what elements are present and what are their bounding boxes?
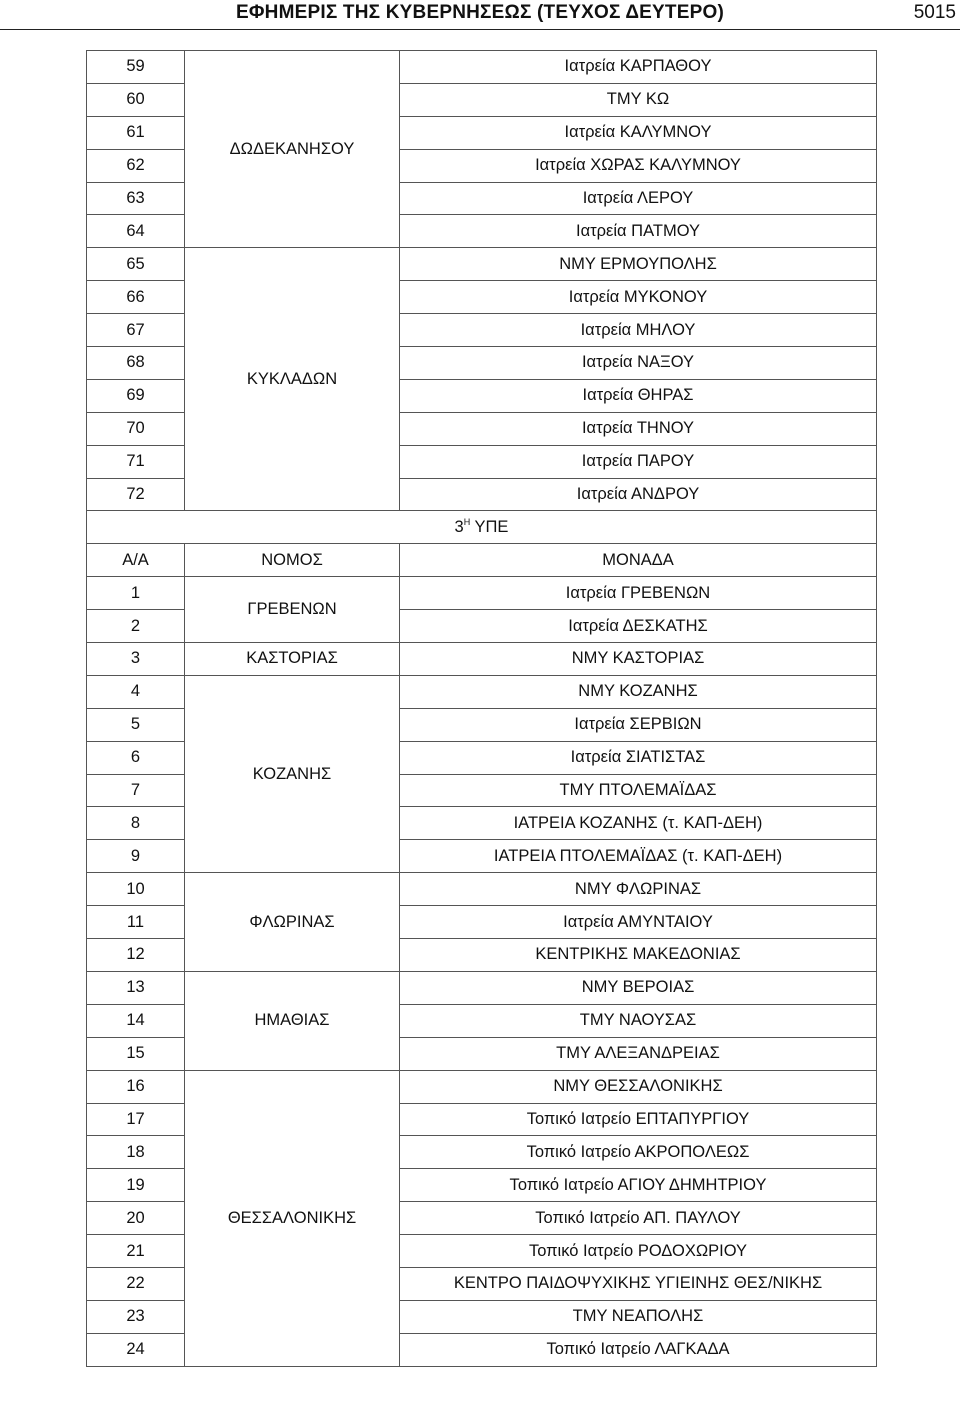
- row-number: 4: [87, 675, 185, 708]
- unit-cell: ΝΜΥ ΕΡΜΟΥΠΟΛΗΣ: [400, 248, 877, 281]
- row-number: 70: [87, 412, 185, 445]
- unit-cell: ΝΜΥ ΘΕΣΣΑΛΟΝΙΚΗΣ: [400, 1070, 877, 1103]
- unit-cell: Ιατρεία ΠΑΤΜΟΥ: [400, 215, 877, 248]
- page-number: 5015: [913, 2, 956, 23]
- unit-cell: Ιατρεία ΘΗΡΑΣ: [400, 379, 877, 412]
- row-number: 69: [87, 379, 185, 412]
- row-number: 59: [87, 51, 185, 84]
- row-number: 60: [87, 83, 185, 116]
- unit-cell: Τοπικό Ιατρείο ΡΟΔΟΧΩΡΙΟΥ: [400, 1235, 877, 1268]
- column-header-aa: Α/Α: [87, 544, 185, 577]
- section-number: 3: [454, 518, 464, 537]
- unit-cell: ΤΜΥ ΝΑΟΥΣΑΣ: [400, 1004, 877, 1037]
- row-number: 18: [87, 1136, 185, 1169]
- section-superscript: Η: [463, 517, 471, 528]
- page-header: [0, 0, 960, 30]
- row-number: 8: [87, 807, 185, 840]
- column-header-row: [87, 544, 877, 577]
- row-number: 19: [87, 1169, 185, 1202]
- row-number: 1: [87, 577, 185, 610]
- unit-cell: Ιατρεία ΚΑΛΥΜΝΟΥ: [400, 116, 877, 149]
- row-number: 10: [87, 873, 185, 906]
- row-number: 63: [87, 182, 185, 215]
- row-number: 11: [87, 906, 185, 939]
- row-number: 66: [87, 281, 185, 314]
- unit-cell: Ιατρεία ΝΑΞΟΥ: [400, 347, 877, 380]
- unit-cell: Ιατρεία ΚΑΡΠΑΘΟΥ: [400, 51, 877, 84]
- table-row: [87, 675, 877, 708]
- nomos-cell: ΚΟΖΑΝΗΣ: [185, 675, 400, 872]
- table-row: [87, 643, 877, 676]
- unit-cell: Τοπικό Ιατρείο ΑΓΙΟΥ ΔΗΜΗΤΡΙΟΥ: [400, 1169, 877, 1202]
- row-number: 61: [87, 116, 185, 149]
- nomos-cell: ΚΑΣΤΟΡΙΑΣ: [185, 643, 400, 676]
- row-number: 24: [87, 1333, 185, 1366]
- unit-cell: ΝΜΥ ΒΕΡΟΙΑΣ: [400, 971, 877, 1004]
- row-number: 67: [87, 314, 185, 347]
- row-number: 6: [87, 741, 185, 774]
- row-number: 62: [87, 149, 185, 182]
- unit-cell: Ιατρεία ΜΗΛΟΥ: [400, 314, 877, 347]
- row-number: 13: [87, 971, 185, 1004]
- row-number: 15: [87, 1037, 185, 1070]
- unit-cell: ΝΜΥ ΚΑΣΤΟΡΙΑΣ: [400, 643, 877, 676]
- section-row: [87, 511, 877, 544]
- unit-cell: Ιατρεία ΧΩΡΑΣ ΚΑΛΥΜΝΟΥ: [400, 149, 877, 182]
- unit-cell: Ιατρεία ΜΥΚΟΝΟΥ: [400, 281, 877, 314]
- row-number: 64: [87, 215, 185, 248]
- nomos-cell: ΚΥΚΛΑΔΩΝ: [185, 248, 400, 511]
- table-row: [87, 1070, 877, 1103]
- nomos-cell: ΔΩΔΕΚΑΝΗΣΟΥ: [185, 51, 400, 248]
- table-row: [87, 873, 877, 906]
- unit-cell: Ιατρεία ΤΗΝΟΥ: [400, 412, 877, 445]
- row-number: 65: [87, 248, 185, 281]
- unit-cell: ΤΜΥ ΑΛΕΞΑΝΔΡΕΙΑΣ: [400, 1037, 877, 1070]
- column-header-monada: ΜΟΝΑΔΑ: [400, 544, 877, 577]
- unit-cell: ΤΜΥ ΝΕΑΠΟΛΗΣ: [400, 1300, 877, 1333]
- unit-cell: ΙΑΤΡΕΙΑ ΠΤΟΛΕΜΑΪΔΑΣ (τ. ΚΑΠ-ΔΕΗ): [400, 840, 877, 873]
- unit-cell: Τοπικό Ιατρείο ΕΠΤΑΠΥΡΓΙΟΥ: [400, 1103, 877, 1136]
- unit-cell: ΝΜΥ ΦΛΩΡΙΝΑΣ: [400, 873, 877, 906]
- unit-cell: Ιατρεία ΛΕΡΟΥ: [400, 182, 877, 215]
- row-number: 68: [87, 347, 185, 380]
- row-number: 3: [87, 643, 185, 676]
- unit-cell: Τοπικό Ιατρείο ΛΑΓΚΑΔΑ: [400, 1333, 877, 1366]
- table-row: [87, 971, 877, 1004]
- table-row: [87, 577, 877, 610]
- unit-cell: ΝΜΥ ΚΟΖΑΝΗΣ: [400, 675, 877, 708]
- unit-cell: ΚΕΝΤΡΙΚΗΣ ΜΑΚΕΔΟΝΙΑΣ: [400, 939, 877, 972]
- unit-cell: ΤΜΥ ΚΩ: [400, 83, 877, 116]
- row-number: 71: [87, 445, 185, 478]
- row-number: 12: [87, 939, 185, 972]
- row-number: 7: [87, 774, 185, 807]
- row-number: 14: [87, 1004, 185, 1037]
- unit-cell: ΙΑΤΡΕΙΑ ΚΟΖΑΝΗΣ (τ. ΚΑΠ-ΔΕΗ): [400, 807, 877, 840]
- unit-cell: Ιατρεία ΑΜΥΝΤΑΙΟΥ: [400, 906, 877, 939]
- row-number: 9: [87, 840, 185, 873]
- unit-cell: Ιατρεία ΣΙΑΤΙΣΤΑΣ: [400, 741, 877, 774]
- row-number: 2: [87, 610, 185, 643]
- row-number: 23: [87, 1300, 185, 1333]
- unit-cell: Τοπικό Ιατρείο ΑΠ. ΠΑΥΛΟΥ: [400, 1202, 877, 1235]
- table-row: [87, 248, 877, 281]
- row-number: 16: [87, 1070, 185, 1103]
- table-row: [87, 51, 877, 84]
- unit-cell: Τοπικό Ιατρείο ΑΚΡΟΠΟΛΕΩΣ: [400, 1136, 877, 1169]
- unit-cell: ΚΕΝΤΡΟ ΠΑΙΔΟΨΥΧΙΚΗΣ ΥΓΙΕΙΝΗΣ ΘΕΣ/ΝΙΚΗΣ: [400, 1267, 877, 1300]
- row-number: 17: [87, 1103, 185, 1136]
- unit-cell: Ιατρεία ΓΡΕΒΕΝΩΝ: [400, 577, 877, 610]
- nomos-cell: ΓΡΕΒΕΝΩΝ: [185, 577, 400, 643]
- column-header-nomos: ΝΟΜΟΣ: [185, 544, 400, 577]
- gazette-title: ΕΦΗΜΕΡΙΣ ΤΗΣ ΚΥΒΕΡΝΗΣΕΩΣ (ΤΕΥΧΟΣ ΔΕΥΤΕΡΟ): [236, 2, 724, 23]
- unit-cell: ΤΜΥ ΠΤΟΛΕΜΑΪΔΑΣ: [400, 774, 877, 807]
- health-units-table: [86, 50, 877, 1367]
- section-heading: [87, 511, 877, 544]
- section-label: ΥΠΕ: [474, 518, 509, 537]
- nomos-cell: ΦΛΩΡΙΝΑΣ: [185, 873, 400, 972]
- row-number: 22: [87, 1267, 185, 1300]
- unit-cell: Ιατρεία ΔΕΣΚΑΤΗΣ: [400, 610, 877, 643]
- unit-cell: Ιατρεία ΠΑΡΟΥ: [400, 445, 877, 478]
- nomos-cell: ΘΕΣΣΑΛΟΝΙΚΗΣ: [185, 1070, 400, 1366]
- row-number: 5: [87, 708, 185, 741]
- row-number: 20: [87, 1202, 185, 1235]
- row-number: 72: [87, 478, 185, 511]
- nomos-cell: ΗΜΑΘΙΑΣ: [185, 971, 400, 1070]
- unit-cell: Ιατρεία ΣΕΡΒΙΩΝ: [400, 708, 877, 741]
- unit-cell: Ιατρεία ΑΝΔΡΟΥ: [400, 478, 877, 511]
- row-number: 21: [87, 1235, 185, 1268]
